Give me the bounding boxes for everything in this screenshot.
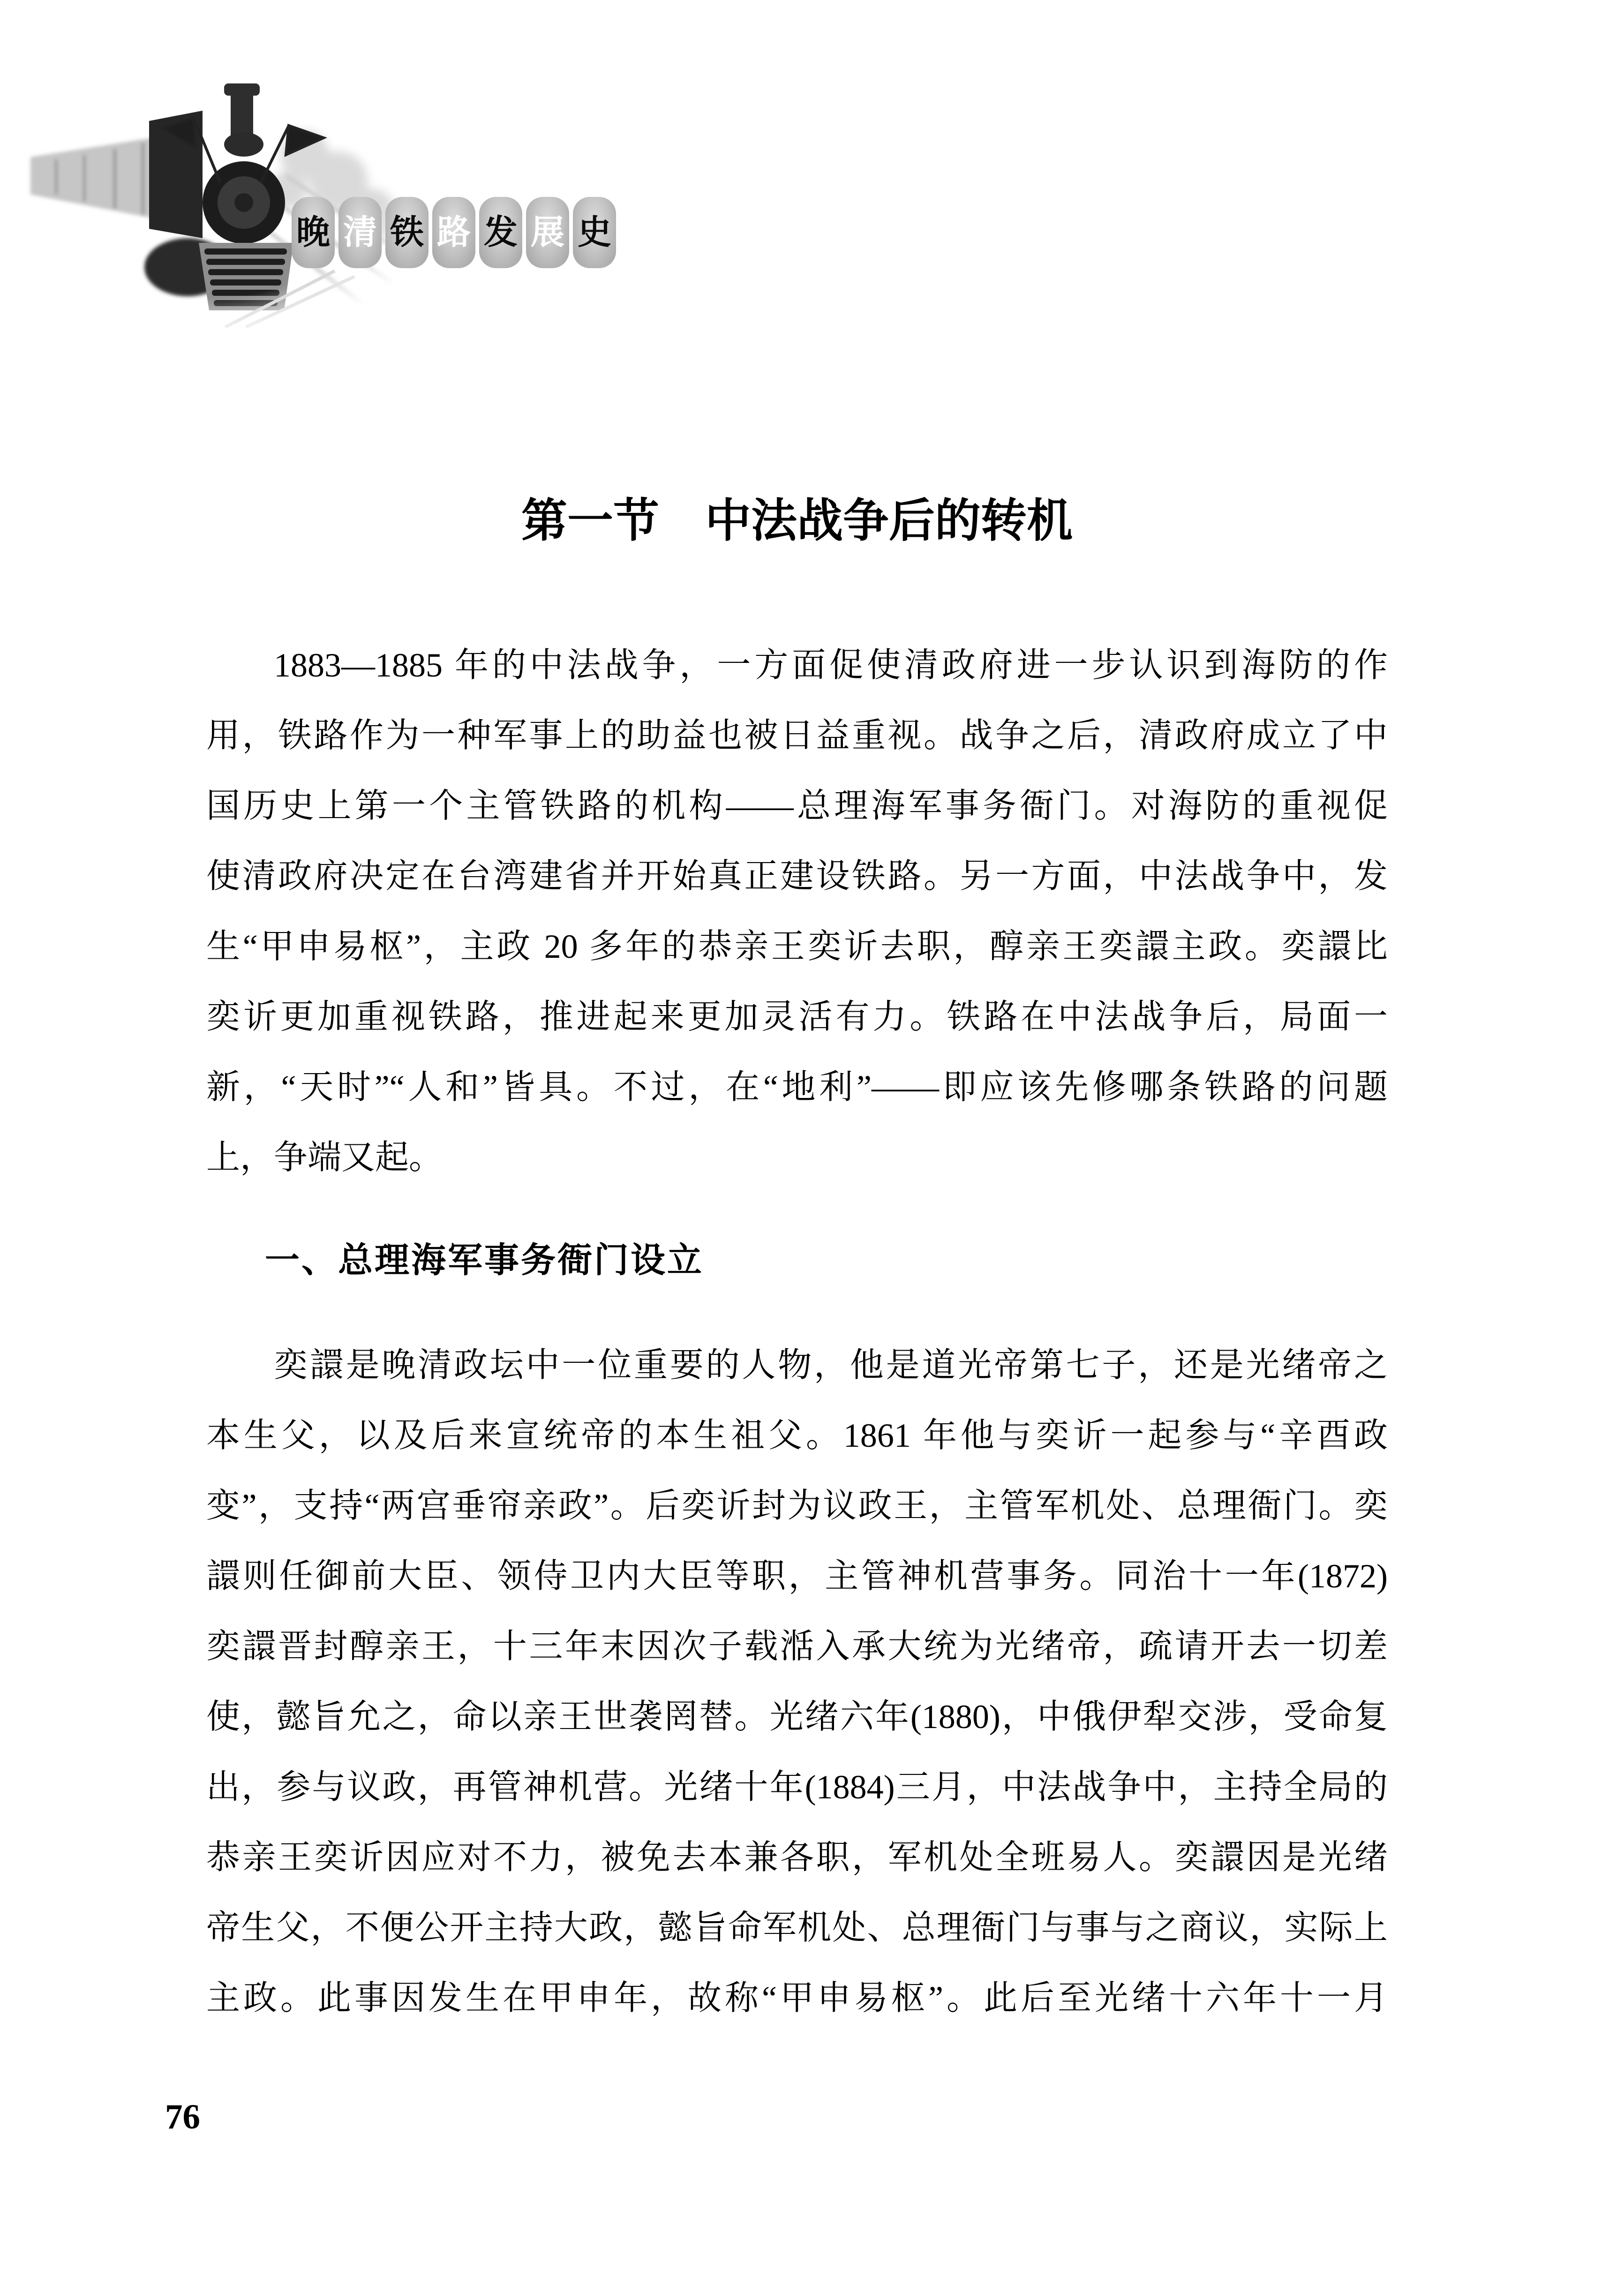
text-line: 使清政府决定在台湾建省并开始真正建设铁路。另一方面，中法战争中，发 bbox=[206, 857, 1388, 895]
text-line: 上，争端又起。 bbox=[206, 1139, 443, 1176]
book-title bbox=[292, 197, 616, 268]
title-char-capsule: 清 bbox=[338, 197, 382, 268]
text-line: 新，“天时”“人和”皆具。不过，在“地利”——即应该先修哪条铁路的问题 bbox=[206, 1068, 1388, 1106]
text-line: 奕譞是晚清政坛中一位重要的人物，他是道光帝第七子，还是光绪帝之 bbox=[274, 1346, 1388, 1384]
text-line: 帝生父，不便公开主持大政，懿旨命军机处、总理衙门与事与之商议，实际上 bbox=[206, 1909, 1388, 1947]
text-line: 国历史上第一个主管铁路的机构——总理海军事务衙门。对海防的重视促 bbox=[206, 787, 1388, 825]
title-char-capsule: 发 bbox=[479, 197, 522, 268]
title-char-capsule: 路 bbox=[432, 197, 475, 268]
text-line: 恭亲王奕䜣因应对不力，被免去本兼各职，军机处全班易人。奕譞因是光绪 bbox=[206, 1839, 1388, 1876]
paragraph-1 bbox=[206, 630, 1388, 1193]
text-line: 变”，支持“两宫垂帘亲政”。后奕䜣封为议政王，主管军机处、总理衙门。奕 bbox=[206, 1487, 1388, 1525]
section-title: 第一节 中法战争后的转机 bbox=[521, 496, 1073, 547]
text-line: 生“甲申易枢”，主政 20 多年的恭亲王奕䜣去职，醇亲王奕譞主政。奕譞比 bbox=[206, 928, 1388, 965]
title-char-capsule: 史 bbox=[573, 197, 616, 268]
paragraph-2 bbox=[206, 1330, 1388, 2033]
text-line: 奕譞晋封醇亲王，十三年末因次子载湉入承大统为光绪帝，疏请开去一切差 bbox=[206, 1628, 1388, 1665]
title-char-capsule: 铁 bbox=[385, 197, 429, 268]
page-number: 76 bbox=[165, 2097, 200, 2136]
text-line: 本生父，以及后来宣统帝的本生祖父。1861 年他与奕䜣一起参与“辛酉政 bbox=[206, 1417, 1388, 1454]
text-line: 用，铁路作为一种军事上的助益也被日益重视。战争之后，清政府成立了中 bbox=[206, 717, 1388, 754]
title-char-capsule: 展 bbox=[526, 197, 569, 268]
subsection-title: 一、总理海军事务衙门设立 bbox=[265, 1240, 704, 1279]
title-char-capsule: 晚 bbox=[292, 197, 335, 268]
text-line: 出，参与议政，再管神机营。光绪十年(1884)三月，中法战争中，主持全局的 bbox=[206, 1768, 1388, 1806]
text-line: 主政。此事因发生在甲申年，故称“甲申易枢”。此后至光绪十六年十一月 bbox=[206, 1979, 1388, 2017]
text-line: 奕䜣更加重视铁路，推进起来更加灵活有力。铁路在中法战争后，局面一 bbox=[206, 998, 1388, 1036]
text-line: 譞则任御前大臣、领侍卫内大臣等职，主管神机营事务。同治十一年(1872) bbox=[206, 1557, 1388, 1595]
text-line: 使，懿旨允之，命以亲王世袭罔替。光绪六年(1880)，中俄伊犁交涉，受命复 bbox=[206, 1698, 1388, 1736]
text-line: 1883—1885 年的中法战争，一方面促使清政府进一步认识到海防的作 bbox=[274, 646, 1388, 684]
